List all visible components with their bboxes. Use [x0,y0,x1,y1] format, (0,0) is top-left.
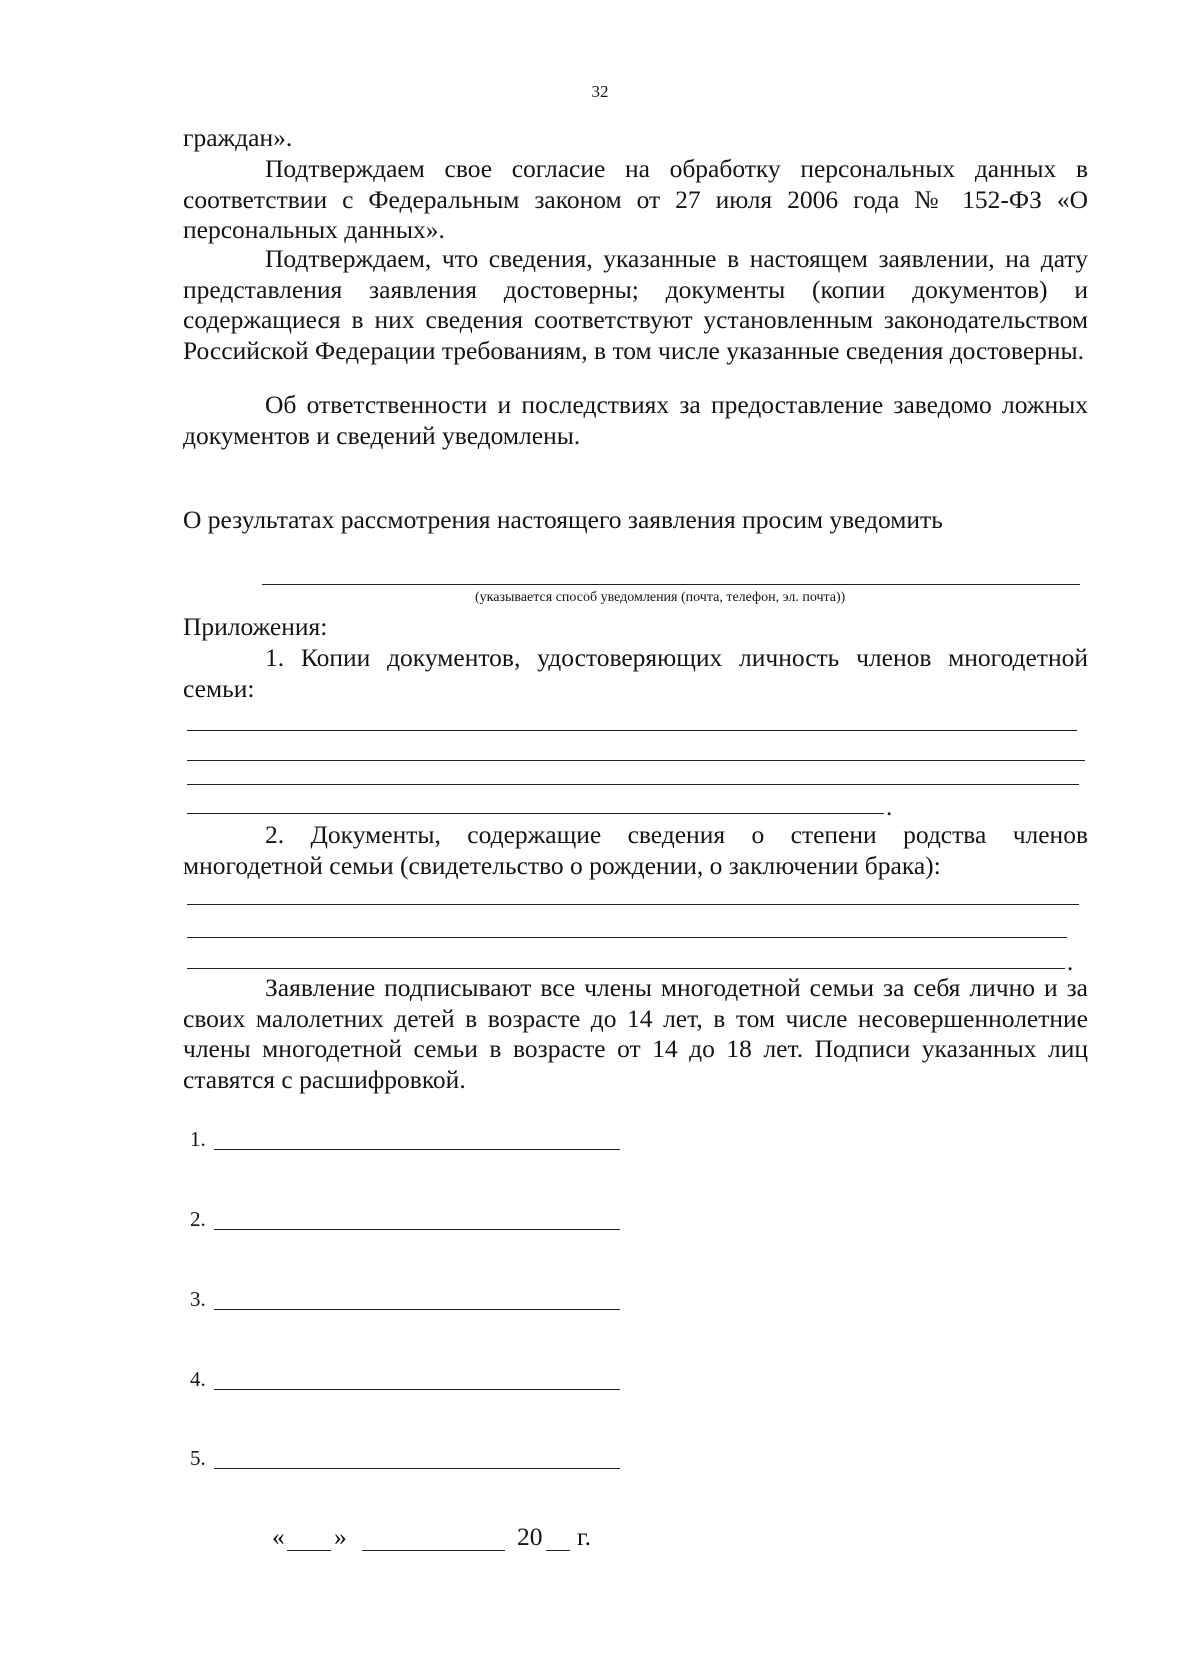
attachment-2-line-1[interactable] [187,904,1079,905]
attachment-1-line-2[interactable] [187,760,1085,761]
date-open-quote: « [272,1522,285,1551]
accuracy-paragraph: Подтверждаем, что сведения, указанные в настоящем заявлении, на дату представления заявления достоверны; документы (копии документов) и содержащиеся в них сведения соответствуют установленным законодательством Российской Федерации требованиям, в том числе указанные сведения достоверны. [183,244,1088,365]
signature-row-3[interactable] [190,1284,620,1314]
date-year-prefix: 20 [517,1522,543,1551]
signature-number: 3. [190,1287,206,1311]
attachment-1-text: 1. Копии документов, удостоверяющих личность членов многодетной семьи: [183,643,1088,703]
notify-method-field[interactable] [262,584,1080,585]
date-close-quote: » [334,1522,347,1551]
signature-row-4[interactable] [190,1364,620,1394]
signature-instructions-paragraph: Заявление подписывают все члены многодетной семьи за себя лично и за своих малолетних детей в возрасте до 14 лет, в том числе несовершеннолетние члены многодетной семьи в возрасте от 14 до 18 лет. Подписи указанных лиц ставятся с расшифровкой. [183,973,1088,1094]
date-month-field[interactable] [362,1550,505,1551]
attachments-title: Приложения: [183,612,328,641]
responsibility-paragraph: Об ответственности и последствиях за предоставление заведомо ложных документов и сведений уведомлены. [183,390,1088,450]
signature-line[interactable] [214,1389,620,1390]
signature-row-5[interactable] [190,1443,620,1473]
signature-row-1[interactable] [190,1124,620,1154]
attachment-2-line-3[interactable] [187,968,1065,969]
date-day-field[interactable] [287,1550,331,1551]
attachment-1-line-3[interactable] [187,784,1079,785]
signature-line[interactable] [214,1309,620,1310]
attachment-2-line-2[interactable] [187,937,1067,938]
signature-number: 1. [190,1127,206,1151]
date-year-field[interactable] [546,1550,570,1551]
signature-line[interactable] [214,1468,620,1469]
signature-number: 2. [190,1207,206,1231]
signature-row-2[interactable] [190,1204,620,1234]
signature-number: 5. [190,1446,206,1470]
continuation-text: граждан». [183,123,293,152]
attachment-2-end-dot: . [1067,949,1074,976]
signature-number: 4. [190,1367,206,1391]
signature-line[interactable] [214,1229,620,1230]
notify-caption: (указывается способ уведомления (почта, телефон, эл. почта)) [475,590,846,605]
notify-request-text: О результатах рассмотрения настоящего заявления просим уведомить [183,505,943,534]
attachment-1-line-1[interactable] [187,730,1077,731]
date-year-suffix: г. [577,1522,591,1551]
attachment-1-line-4[interactable] [187,813,884,814]
attachment-2-text: 2. Документы, содержащие сведения о степени родства членов многодетной семьи (свидетельство о рождении, о заключении брака): [183,820,1088,880]
page-number: 32 [591,82,609,101]
signature-line[interactable] [214,1149,620,1150]
attachment-1-end-dot: . [886,794,893,821]
consent-paragraph: Подтверждаем свое согласие на обработку персональных данных в соответствии с Федеральным законом от 27 июля 2006 года № 152-ФЗ «О персональных данных». [183,154,1088,244]
